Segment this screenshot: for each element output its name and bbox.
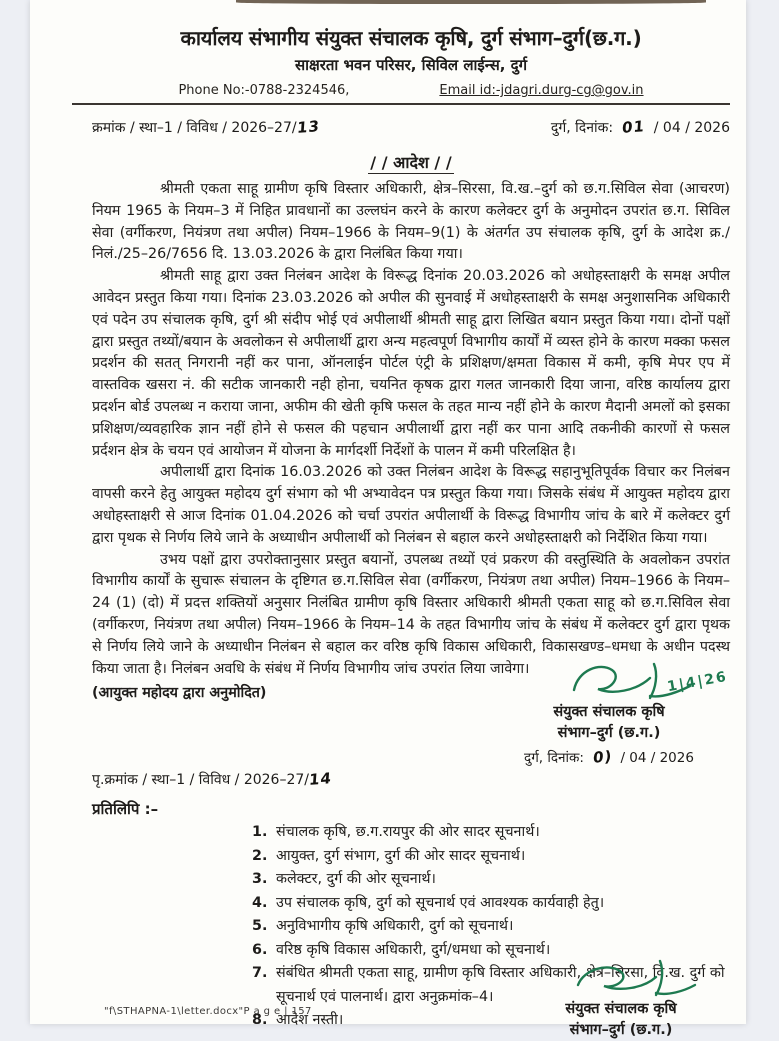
- endorsement-number-printed: पृ.क्रमांक / स्था–1 / विविध / 2026–27/: [92, 772, 309, 789]
- reference-number-printed: क्रमांक / स्था–1 / विविध / 2026–27/: [92, 120, 297, 136]
- order-paragraph-4: उभय पक्षों द्वारा उपरोक्तानुसार प्रस्तुत बयानों, उपलब्ध तथ्यों एवं प्रकरण की वस्तुस्थिति के अवलोकन उपरांत विभागीय कार्यों के सुचारू संचालन के दृष्टिगत छ.ग.सिविल सेवा (वर्गीकरण, नियंत्रण तथा अपील) नियम–1966 के नियम–24 (1) (दो) में प्रदत्त शक्तियों अनुसार निलंबित ग्रामीण कृषि विस्तार अधिकारी श्रीमती एकता साहू को छ.ग.सिविल सेवा (वर्गीकरण, नियंत्रण तथा अपील) नियम–1966 के नियम–14 के तहत विभागीय जांच के संबंध में कलेक्टर दुर्ग द्वारा पृथक से निर्णय लिये जाने के अध्याधीन निलंबन से बहाल कर वरिष्ठ कृषि विकास अधिकारी, विकासखण्ड–धमधा के अधीन पदस्थ किया जाता है। निलंबन अवधि के संबंध में निर्णय विभागीय जांच उपरांत लिया जावेगा।: [92, 551, 730, 677]
- endorsement-number-handwritten: 14: [308, 769, 333, 790]
- copy-item-number: 6.: [252, 941, 268, 958]
- copy-item-text: वरिष्ठ कृषि विकास अधिकारी, दुर्ग/धमधा को सूचनार्थ।: [276, 941, 551, 958]
- date-day-handwritten: 01: [621, 117, 646, 137]
- copy-item: [92, 915, 730, 939]
- copy-item-text: अनुविभागीय कृषि अधिकारी, दुर्ग को सूचनार्थ।: [276, 918, 514, 935]
- copy-item-text: उप संचालक कृषि, दुर्ग को सूचनार्थ एवं आवश्यक कार्यवाही हेतु।: [276, 894, 605, 911]
- copy-item-number: 8.: [252, 1012, 268, 1029]
- approved-by-line: (आयुक्त महोदय द्वारा अनुमोदित): [92, 685, 267, 702]
- order-paragraph-3: अपीलार्थी द्वारा दिनांक 16.03.2026 को उक्त निलंबन आदेश के विरूद्ध सहानुभूतिपूर्वक विचार कर निलंबन वापसी करने हेतु आयुक्त महोदय दुर्ग संभाग को भी अभ्यावेदन पत्र प्रस्तुत किया गया। जिसके संबंध में आयुक्त महोदय द्वारा अधोहस्ताक्षरी से आज दिनांक 01.04.2026 को चर्चा उपरांत अपीलार्थी के विरूद्ध विभागीय जांच के बारे में कलेक्टर दुर्ग द्वारा पृथक से निर्णय लिये जाने के अध्याधीन अपीलार्थी को निलंबन से बहाल करने अधोहस्ताक्षरी को निर्देशित किया गया।: [92, 464, 730, 546]
- signature-area: [494, 658, 729, 702]
- copy-item-number: 3.: [252, 871, 268, 888]
- copy-item-text: कलेक्टर, दुर्ग की ओर सूचनार्थ।: [276, 871, 436, 888]
- signatory-office: संभाग–दुर्ग (छ.ग.): [557, 725, 661, 742]
- reference-line: [92, 117, 730, 139]
- letterhead: [92, 24, 730, 105]
- copy-item: [92, 845, 730, 869]
- copy-item-text: संबंधित श्रीमती एकता साहू, ग्रामीण कृषि विस्तार अधिकारी, क्षेत्र–सिरसा, वि.ख. दुर्ग को सूचनार्थ एवं पालनार्थ। द्वारा अनुक्रमांक–4।: [276, 965, 725, 1005]
- document-footer-path: "f\STHAPNA-1\letter.docx"P a g e | 157: [104, 1006, 312, 1017]
- order-paragraph-1: श्रीमती एकता साहू ग्रामीण कृषि विस्तार अधिकारी, क्षेत्र–सिरसा, वि.ख.–दुर्ग को छ.ग.सिविल सेवा (आचरण) नियम 1965 के नियम–3 में निहित प्रावधानों का उल्लघंन करने के कारण कलेक्टर दुर्ग के अनुमोदन उपरांत छ.ग. सिविल सेवा (वर्गीकरण, नियंत्रण तथा अपील) नियम–1966 के नियम–9(1) के अंतर्गत उप संचालक कृषि, दुर्ग के आदेश क्र./निलं./25–26/7656 दि. 13.03.2026 के द्वारा निलंबित किया गया।: [92, 181, 730, 263]
- reference-number: [92, 117, 319, 139]
- reference-number-handwritten: 13: [296, 117, 321, 137]
- copies-label: प्रतिलिपि :–: [92, 800, 159, 819]
- copies-section: [92, 797, 730, 1038]
- date-label: दुर्ग, दिनांक:: [550, 120, 614, 136]
- signature-area: [516, 955, 726, 999]
- order-title: [92, 151, 730, 173]
- email-address: Email id:-jdagri.durg-cg@gov.in: [439, 83, 644, 98]
- date-rest: / 04 / 2026: [653, 120, 730, 136]
- signature-date-rest: / 04 / 2026: [620, 750, 694, 767]
- endorsement-reference-line: [92, 769, 730, 791]
- signature-date-label: दुर्ग, दिनांक:: [524, 750, 584, 767]
- copy-item: [92, 868, 730, 892]
- scan-page-edge: [236, 0, 706, 4]
- copy-item: [92, 821, 730, 845]
- order-paragraph-2: श्रीमती साहू द्वारा उक्त निलंबन आदेश के विरूद्ध दिनांक 20.03.2026 को अधोहस्ताक्षरी के समक्ष अपील आवेदन प्रस्तुत किया गया। दिनांक 23.03.2026 को अपील की सुनवाई में अधोहस्ताक्षरी के समक्ष अनुशासनिक अधिकारी एवं पदेन उप संचालक कृषि, दुर्ग श्री संदीप भोई एवं अपीलार्थी श्रीमती साहू द्वारा लिखित बयान प्रस्तुत किया गया। दोनों पक्षों द्वारा प्रस्तुत तथ्यों/बयान के अवलोकन से अपीलार्थी द्वारा अन्य महत्वपूर्ण विभागीय कार्यों में व्यस्त होने के कारण मक्का फसल प्रदर्शन की सतत् निगरानी नहीं कर पाना, ऑनलाईन पोर्टल एंट्री के प्रशिक्षण/क्षमता विकास में कमी, कृषि मेपर एप में वास्तविक खसरा नं. की सटीक जानकारी नही होना, चयनित कृषक द्वारा गलत जानकारी दिया जाना, वरिष्ठ कार्यालय द्वारा प्रदर्शन बोर्ड उपलब्ध न कराया जाना, अफीम की खेती कृषि फसल के तहत मान्य नहीं होने के कारण मैदानी अमलों को इसका प्रशिक्षण/व्यवहारिक ज्ञान नहीं होने से फसल की पहचान अपीलार्थी द्वारा नहीं कर पाना आदि तकनीकी कारणों से फसल प्रर्दशन क्षेत्र के चयन एवं आयोजन में योजना के मार्गदर्शी निर्देशों के पालन में कमी परिलक्षित है।: [92, 268, 730, 459]
- letter-date: [551, 117, 730, 139]
- signature-block-bottom: [516, 955, 726, 1041]
- copy-item: [92, 892, 730, 916]
- signature-date-day-handwritten: 0): [591, 747, 613, 768]
- signatory-office: संभाग–दुर्ग (छ.ग.): [569, 1021, 673, 1038]
- contact-row: [92, 81, 730, 100]
- signatory-title: संयुक्त संचालक कृषि: [553, 704, 665, 721]
- signature-date-ink: 1|4|26: [665, 669, 729, 696]
- letterhead-divider: [72, 103, 730, 105]
- copy-item-text: आयुक्त, दुर्ग संभाग, दुर्ग की ओर सादर सूचनार्थ।: [276, 847, 526, 864]
- copy-item-number: 4.: [252, 894, 268, 911]
- copy-item-text: आदेश नस्ती।: [276, 1012, 344, 1029]
- copy-item-number: 2.: [252, 847, 268, 864]
- phone-number: Phone No:-0788-2324546,: [178, 83, 350, 98]
- signatory-title: संयुक्त संचालक कृषि: [565, 1000, 677, 1017]
- copy-item-number: 1.: [252, 824, 268, 841]
- document-paper: [30, 0, 746, 1038]
- copy-item-number: 7.: [252, 965, 268, 982]
- signature-scribble-icon: [568, 955, 698, 999]
- signature-block-top: [494, 658, 729, 769]
- order-title-text: / / आदेश / /: [370, 153, 452, 172]
- office-name: कार्यालय संभागीय संयुक्त संचालक कृषि, दुर्ग संभाग–दुर्ग(छ.ग.): [180, 26, 642, 50]
- signature-date-line: [494, 747, 724, 769]
- order-body: [92, 179, 730, 680]
- copy-item-text: संचालक कृषि, छ.ग.रायपुर की ओर सादर सूचनार्थ।: [276, 824, 540, 841]
- copy-item-number: 5.: [252, 918, 268, 935]
- office-address: साक्षरता भवन परिसर, सिविल लाईन्स, दुर्ग: [294, 56, 528, 74]
- endorsement-number: [92, 769, 332, 791]
